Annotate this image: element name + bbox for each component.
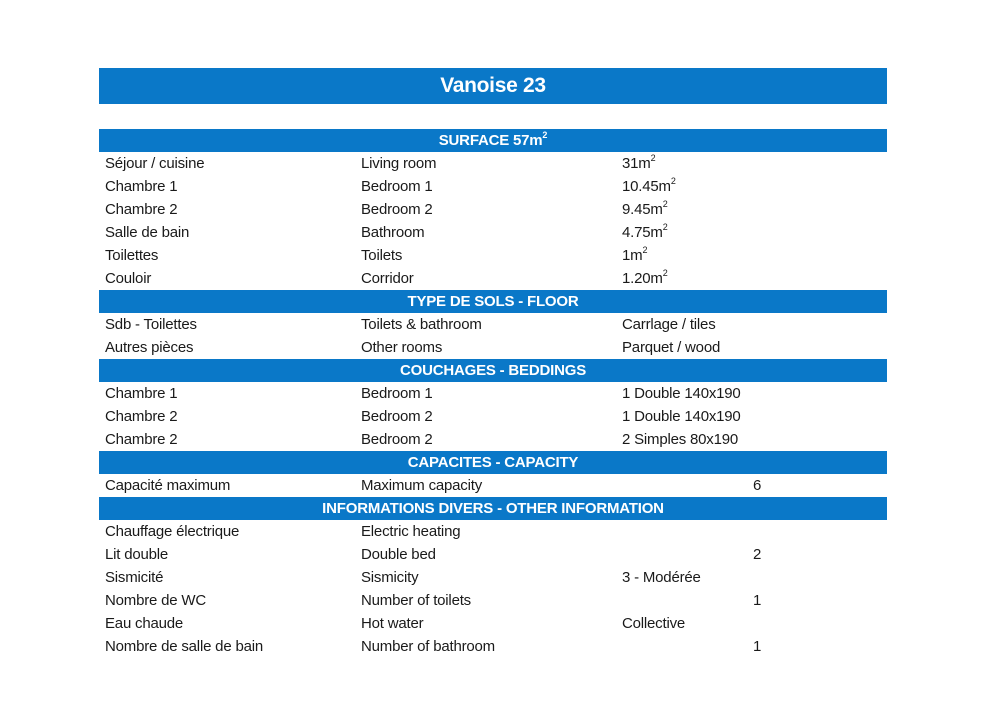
table-row	[99, 244, 887, 267]
cell-value: 1 Double 140x190	[622, 385, 741, 402]
table-row	[99, 313, 887, 336]
cell-label-en: Maximum capacity	[361, 477, 482, 494]
cell-label-en: Electric heating	[361, 523, 461, 540]
cell-label-fr: Lit double	[105, 546, 169, 563]
cell-label-en: Other rooms	[361, 339, 443, 356]
section-header	[99, 359, 887, 382]
table-row	[99, 474, 887, 497]
cell-value: $9.45m^2$	[622, 199, 668, 218]
cell-value: $1.20m^2$	[622, 268, 668, 287]
cell-value: $10.45m^2$	[622, 176, 676, 195]
document-title: Vanoise 23	[440, 74, 546, 97]
section-header	[99, 290, 887, 313]
cell-label-fr: Sismicité	[105, 569, 164, 586]
superscript: 2	[662, 222, 668, 232]
table-row	[99, 221, 887, 244]
cell-label-fr: Chambre 1	[105, 385, 178, 402]
cell-label-fr: Séjour / cuisine	[105, 155, 205, 172]
section-title: TYPE DE SOLS - FLOOR	[407, 293, 579, 310]
cell-value: Carrlage / tiles	[622, 316, 716, 333]
document-title-bar	[99, 68, 887, 104]
table-row	[99, 175, 887, 198]
table-row	[99, 267, 887, 290]
cell-label-en: Number of bathroom	[361, 638, 495, 655]
table-row	[99, 152, 887, 175]
cell-label-en: Sismicity	[361, 569, 419, 586]
section-title: SURFACE $57m^2$	[438, 130, 548, 149]
table-row	[99, 589, 887, 612]
cell-label-fr: Chauffage électrique	[105, 523, 240, 540]
cell-number: 1	[753, 592, 762, 609]
cell-label-en: Bedroom 2	[361, 431, 433, 448]
cell-value: $4.75m^2$	[622, 222, 668, 241]
section-title: CAPACITES - CAPACITY	[407, 454, 579, 471]
table-row	[99, 405, 887, 428]
cell-number: 1	[753, 638, 762, 655]
section-title: INFORMATIONS DIVERS - OTHER INFORMATION	[322, 500, 664, 517]
cell-label-fr: Sdb - Toilettes	[105, 316, 197, 333]
cell-label-en: Corridor	[361, 270, 414, 287]
cell-value: $1m^2$	[622, 245, 648, 264]
superscript: 2	[542, 130, 548, 140]
cell-value: Collective	[622, 615, 686, 632]
cell-label-en: Bedroom 1	[361, 178, 433, 195]
cell-value: Parquet / wood	[622, 339, 721, 356]
cell-label-en: Bedroom 2	[361, 201, 433, 218]
cell-value: $31m^2$	[622, 153, 656, 172]
table-row	[99, 336, 887, 359]
cell-label-en: Bathroom	[361, 224, 425, 241]
cell-label-en: Toilets	[361, 247, 403, 264]
section-title: COUCHAGES - BEDDINGS	[399, 362, 586, 379]
section-header	[99, 497, 887, 520]
table-row	[99, 543, 887, 566]
table-row	[99, 382, 887, 405]
cell-label-en: Bedroom 1	[361, 385, 433, 402]
cell-label-en: Bedroom 2	[361, 408, 433, 425]
cell-label-fr: Couloir	[105, 270, 152, 287]
table-row	[99, 428, 887, 451]
cell-label-fr: Nombre de salle de bain	[105, 638, 263, 655]
table-row	[99, 612, 887, 635]
cell-label-fr: Chambre 2	[105, 201, 178, 218]
cell-number: 2	[753, 546, 762, 563]
cell-label-fr: Chambre 2	[105, 431, 178, 448]
table-row	[99, 635, 887, 658]
section-header	[99, 451, 887, 474]
cell-label-fr: Eau chaude	[105, 615, 184, 632]
cell-label-en: Double bed	[361, 546, 436, 563]
cell-number: 6	[753, 477, 762, 494]
superscript: 2	[662, 268, 668, 278]
cell-label-en: Toilets & bathroom	[361, 316, 482, 333]
table-row	[99, 520, 887, 543]
superscript: 2	[650, 153, 656, 163]
cell-label-en: Living room	[361, 155, 437, 172]
cell-label-fr: Autres pièces	[105, 339, 194, 356]
cell-value: 3 - Modérée	[622, 569, 701, 586]
info-table	[99, 129, 887, 658]
table-row	[99, 566, 887, 589]
cell-value: 1 Double 140x190	[622, 408, 741, 425]
cell-label-fr: Chambre 2	[105, 408, 178, 425]
cell-label-en: Hot water	[361, 615, 424, 632]
cell-label-fr: Toilettes	[105, 247, 159, 264]
cell-label-fr: Capacité maximum	[105, 477, 231, 494]
cell-label-fr: Chambre 1	[105, 178, 178, 195]
cell-label-fr: Nombre de WC	[105, 592, 206, 609]
superscript: 2	[662, 199, 668, 209]
table-row	[99, 198, 887, 221]
superscript: 2	[670, 176, 676, 186]
cell-label-fr: Salle de bain	[105, 224, 190, 241]
cell-label-en: Number of toilets	[361, 592, 471, 609]
section-header	[99, 129, 887, 152]
cell-value: 2 Simples 80x190	[622, 431, 739, 448]
superscript: 2	[642, 245, 648, 255]
